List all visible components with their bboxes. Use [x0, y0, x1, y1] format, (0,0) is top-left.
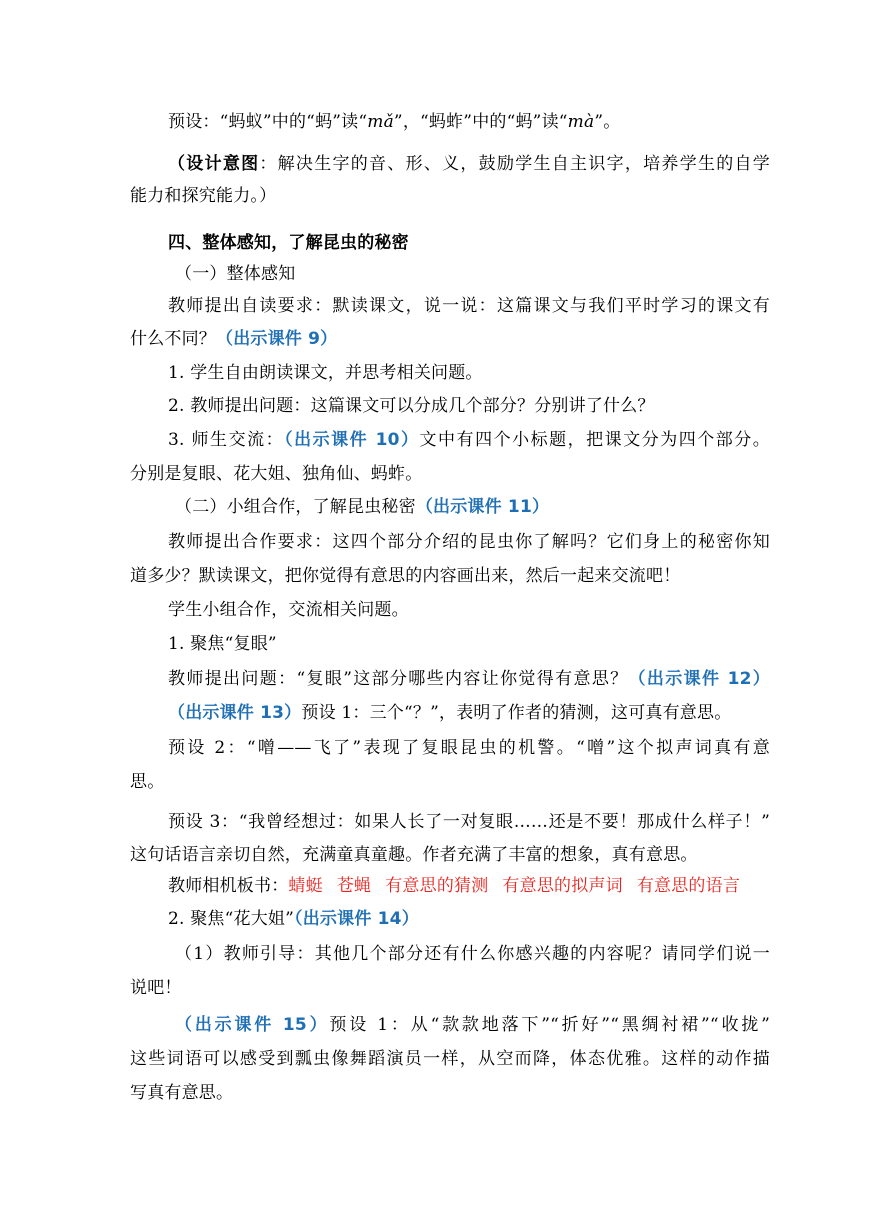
paragraph-line: 2. 教师提出问题：这篇课文可以分成几个部分？分别讲了什么？ — [168, 396, 655, 416]
text: 教师提出问题：“复眼”这部分哪些内容让你觉得有意思？ — [168, 669, 629, 689]
text: （二）小组合作，了解昆虫秘密 — [175, 497, 416, 517]
blackboard-line — [168, 874, 770, 898]
courseware-tag: （出示课件 14） — [294, 909, 419, 929]
pinyin: mǎ — [367, 112, 394, 132]
paragraph-line: 分别是复眼、花大姐、独角仙、蚂蚱。 — [130, 464, 423, 484]
design-intent-line — [168, 152, 770, 176]
text: 文中有四个小标题，把课文分为四个部分。 — [419, 430, 770, 450]
text: 预设 1：三个“？”，表明了作者的猜测，这可真有意思。 — [301, 703, 732, 723]
text: ”。 — [594, 112, 621, 132]
courseware-tag: （出示课件 15） — [175, 1015, 330, 1035]
paragraph-line: 这些词语可以感受到瓢虫像舞蹈演员一样，从空而降，体态优雅。这样的动作描 — [130, 1049, 770, 1069]
courseware-tag: （出示课件 10） — [284, 430, 420, 450]
text: 2. 聚焦“花大姐” — [168, 909, 295, 929]
text: 教师相机板书： — [168, 876, 289, 896]
paragraph-line: 这句话语言亲切自然，充满童真童趣。作者充满了丰富的想象，真有意思。 — [130, 845, 698, 865]
paragraph-line: 预设 2：“噌——飞了”表现了复眼昆虫的机警。“噌”这个拟声词真有意 — [168, 738, 770, 758]
board-word: 有意思的语言 — [636, 876, 741, 896]
paragraph-line: （1）教师引导：其他几个部分还有什么你感兴趣的内容呢？请同学们说一 — [175, 944, 770, 964]
paragraph-line — [168, 667, 770, 691]
text: 预设：“蚂蚁”中的“蚂”读“ — [168, 112, 368, 132]
subsection-heading: （一）整体感知 — [175, 264, 296, 284]
board-word: 有意思的猜测 — [385, 876, 489, 896]
text: 什么不同？ — [130, 329, 216, 349]
courseware-tag: （出示课件 9） — [216, 329, 338, 349]
paragraph-line — [168, 428, 770, 452]
paragraph-line: 学生小组合作，交流相关问题。 — [168, 600, 409, 620]
board-word: 蜻蜓 — [288, 876, 323, 896]
board-word: 有意思的拟声词 — [502, 876, 623, 896]
preset-pronunciation-line — [168, 110, 770, 134]
courseware-tag: （出示课件 11） — [415, 497, 550, 517]
courseware-tag: （出示课件 12） — [628, 669, 770, 689]
topic-heading: 1. 聚焦“复眼” — [168, 634, 277, 654]
pinyin: mà — [567, 112, 595, 132]
text: ”，“蚂蚱”中的“蚂”读“ — [393, 112, 568, 132]
paragraph-line: 写真有意思。 — [130, 1083, 234, 1103]
design-intent-line-2: 能力和探究能力。） — [130, 186, 277, 206]
topic-heading — [168, 907, 770, 931]
board-word: 苍蝇 — [336, 876, 372, 896]
courseware-tag: （出示课件 13） — [168, 703, 302, 723]
paragraph-line: 说吧！ — [130, 978, 182, 998]
paragraph-line — [175, 1013, 770, 1037]
text: ：解决生字的音、形、义，鼓励学生自主识字，培养学生的自学 — [259, 154, 770, 174]
text: 3. 师生交流： — [168, 430, 285, 450]
paragraph-line: 思。 — [130, 772, 165, 792]
paragraph-line: 教师提出合作要求：这四个部分介绍的昆虫你了解吗？它们身上的秘密你知 — [168, 532, 770, 552]
paragraph-line — [168, 701, 770, 725]
paragraph-line: 1. 学生自由朗读课文，并思考相关问题。 — [168, 363, 483, 383]
paragraph-line — [130, 327, 770, 351]
paragraph-line: 教师提出自读要求：默读课文，说一说：这篇课文与我们平时学习的课文有 — [168, 296, 770, 316]
design-intent-label: （设计意图 — [168, 154, 260, 174]
text: 预设 1：从“款款地落下”“折好”“黑绸衬裙”“收拢” — [329, 1015, 770, 1035]
section-heading: 四、整体感知，了解昆虫的秘密 — [168, 233, 409, 253]
paragraph-line: 预设 3：“我曾经想过：如果人长了一对复眼……还是不要！那成什么样子！” — [168, 812, 770, 832]
subsection-heading — [175, 495, 770, 519]
paragraph-line: 道多少？默读课文，把你觉得有意思的内容画出来，然后一起来交流吧！ — [130, 566, 681, 586]
